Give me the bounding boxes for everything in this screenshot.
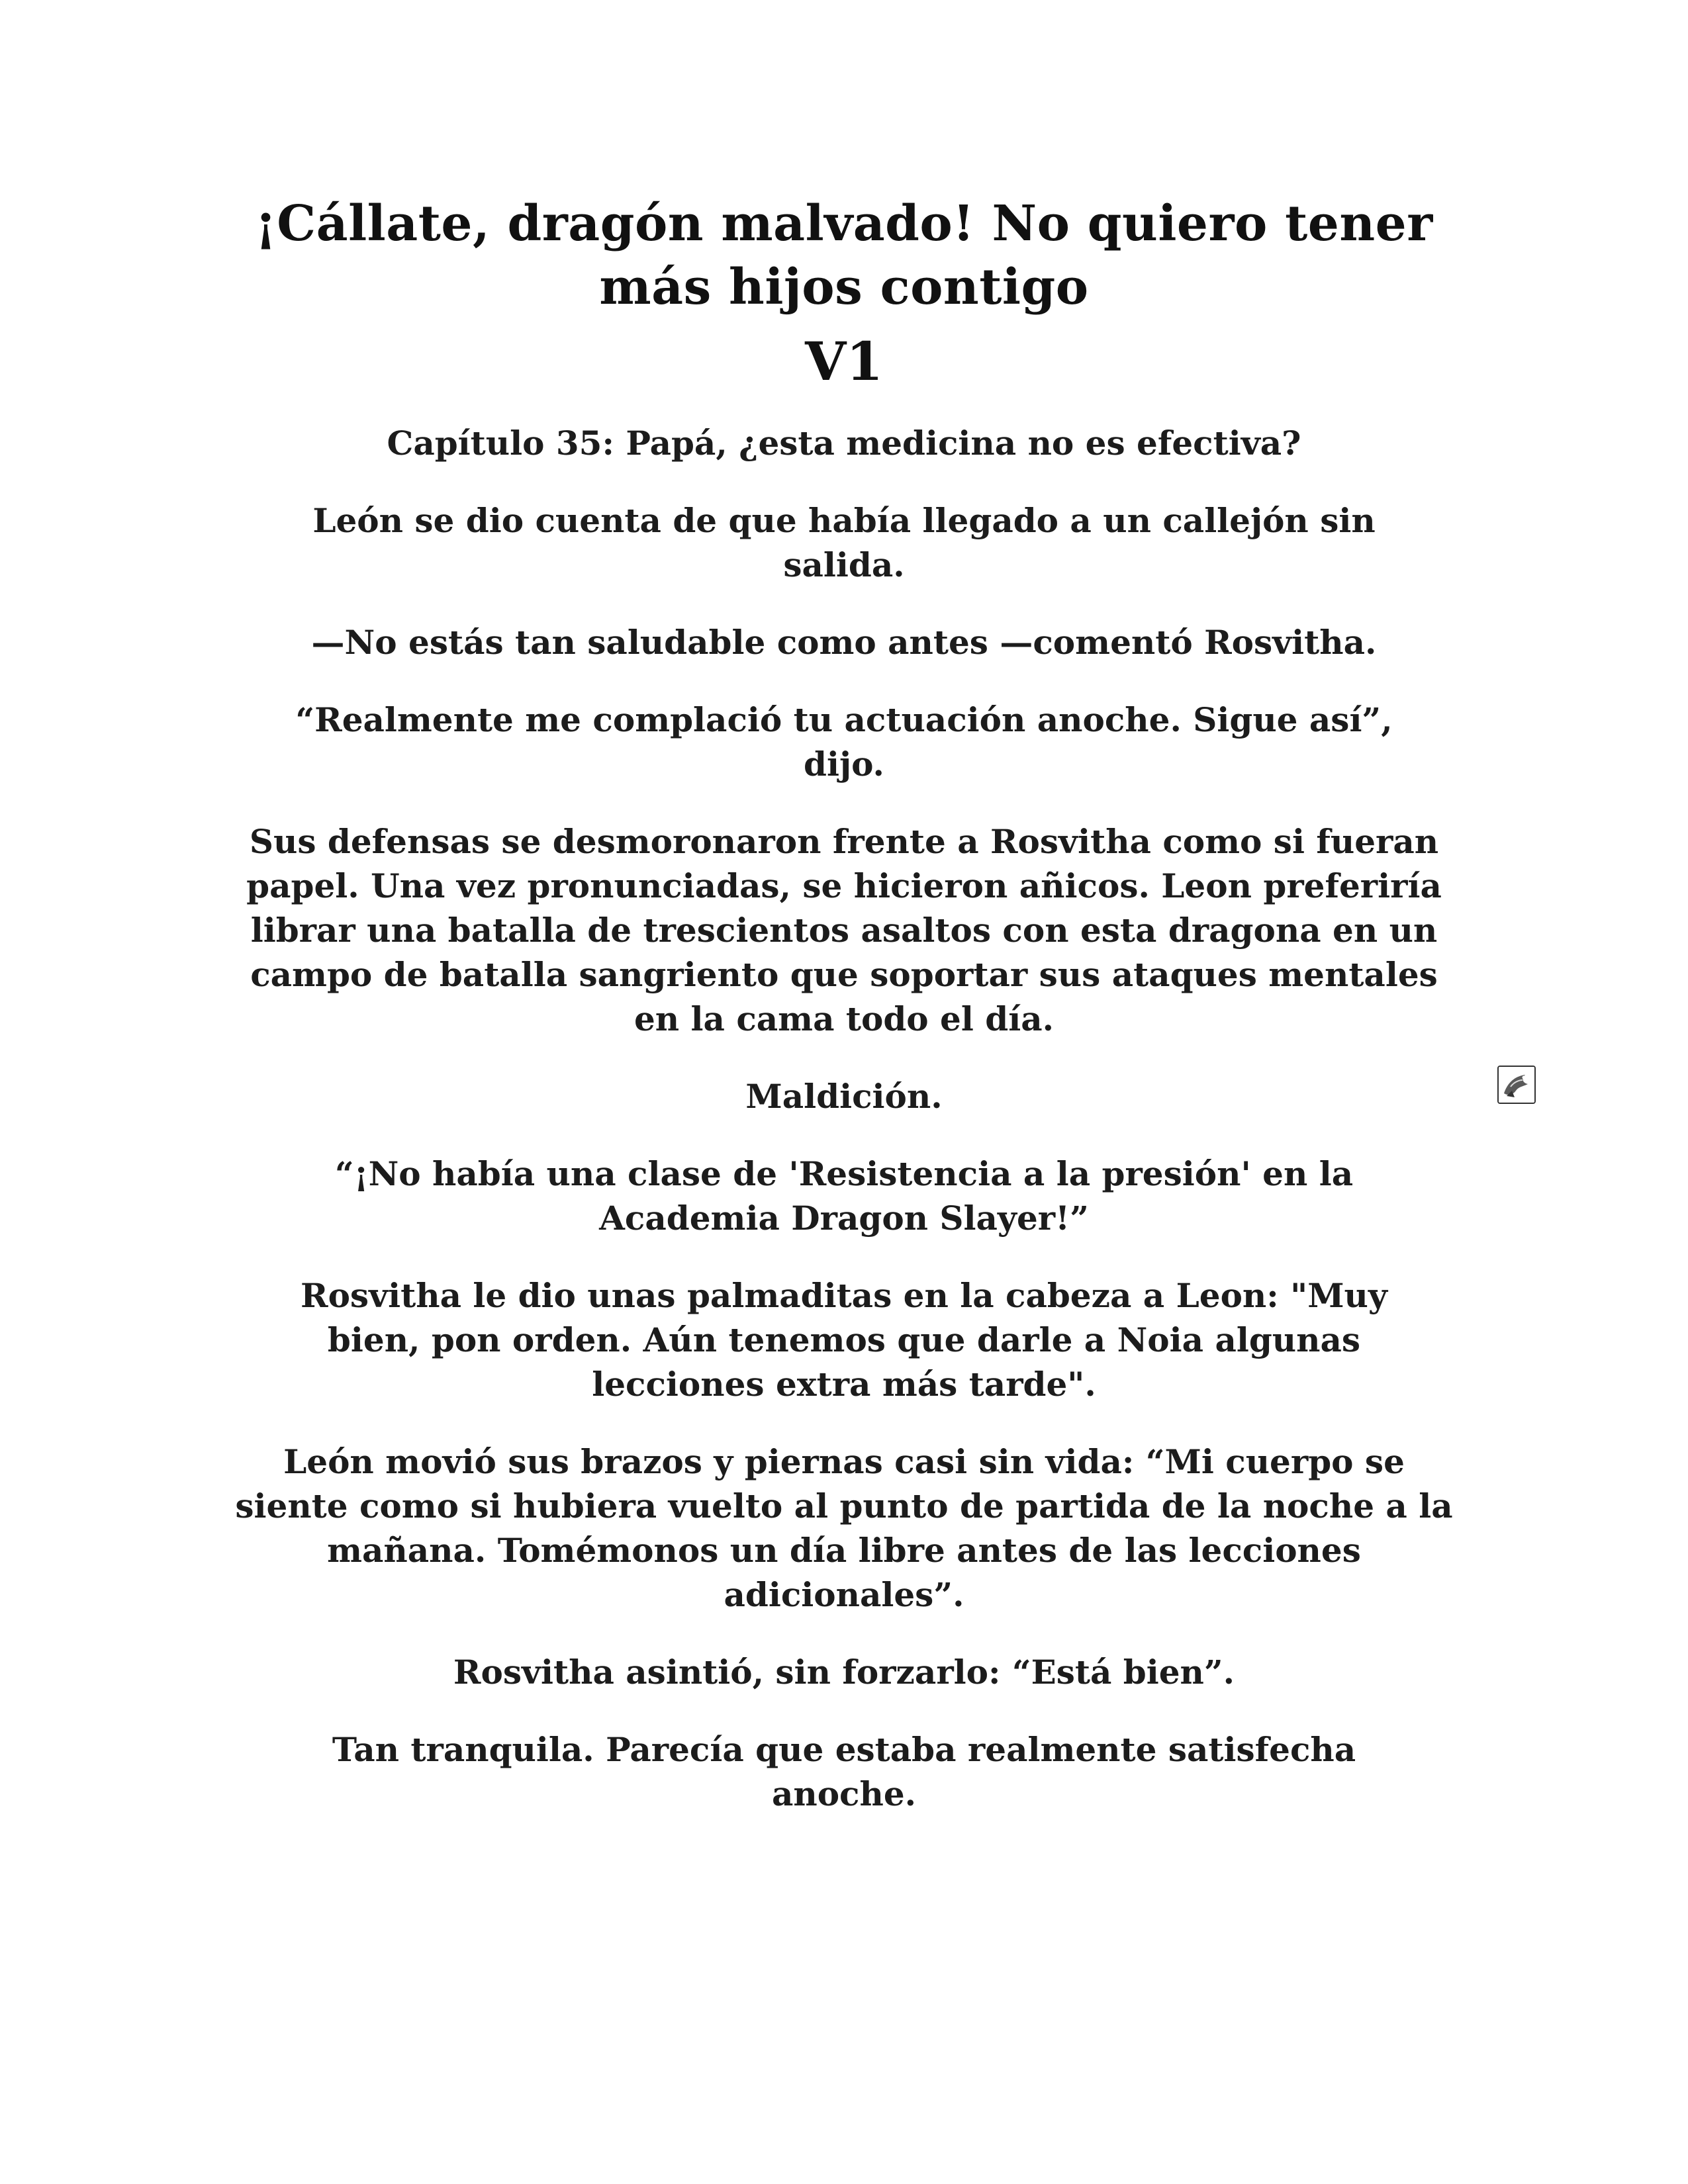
paragraph: Maldición. [745,1077,943,1116]
paragraph: Tan tranquila. Parecía que estaba realmente satisfecha anoche. [332,1730,1356,1813]
dragon-emblem-icon [1497,1066,1536,1104]
paragraph: “Realmente me complació tu actuación anoche. Sigue así”, dijo. [295,700,1393,784]
document-page [225,192,1463,1849]
paragraph: Rosvitha le dio unas palmaditas en la cabeza a Leon: "Muy bien, pon orden. Aún tenemos que darle a Noia algunas lecciones extra más tarde". [301,1276,1387,1404]
paragraph: Sus defensas se desmoronaron frente a Rosvitha como si fueran papel. Una vez pronunciadas, se hicieron añicos. Leon preferiría librar una batalla de trescientos asaltos con esta dragona en un campo de batalla sangriento que soportar sus ataques mentales en la cama todo el día. [246,822,1442,1038]
paragraph: León se dio cuenta de que había llegado a un callejón sin salida. [312,501,1376,584]
document-title: ¡Cállate, dragón malvado! No quiero tener más hijos contigo [255,195,1433,316]
paragraph: León movió sus brazos y piernas casi sin vida: “Mi cuerpo se siente como si hubiera vuelto al punto de partida de la noche a la mañana. Tomémonos un día libre antes de las lecciones adicionales”. [235,1442,1453,1614]
paragraph: “¡No había una clase de 'Resistencia a la presión' en la Academia Dragon Slayer!” [334,1154,1354,1238]
paragraph: —No estás tan saludable como antes —comentó Rosvitha. [311,623,1377,662]
chapter-heading: Capítulo 35: Papá, ¿esta medicina no es efectiva? [387,424,1301,463]
volume-label: V1 [805,330,883,392]
paragraph: Rosvitha asintió, sin forzarlo: “Está bien”. [453,1653,1235,1692]
